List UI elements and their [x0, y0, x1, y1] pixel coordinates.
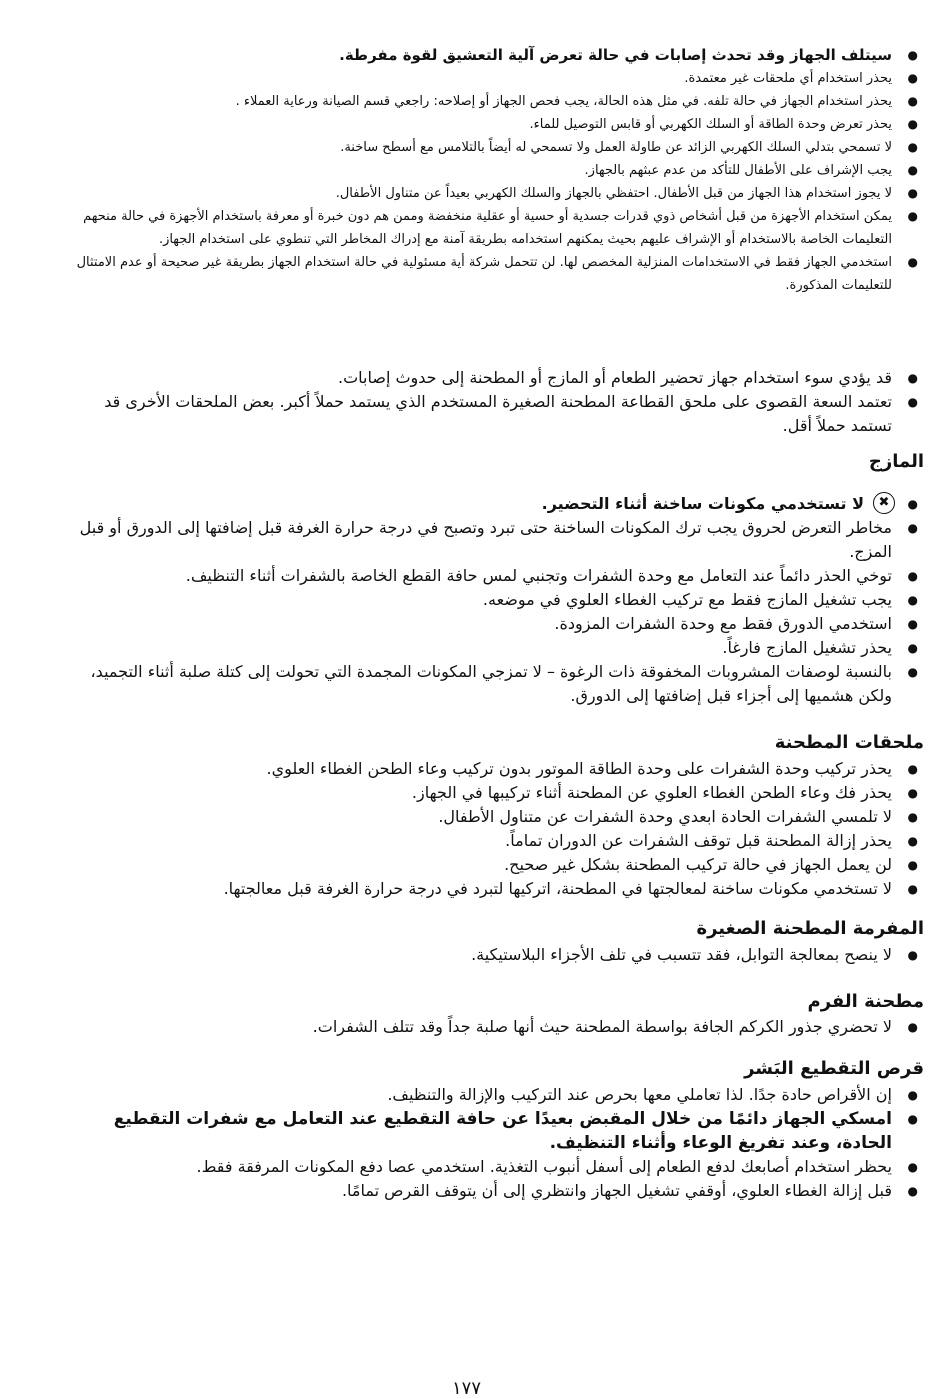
list-item: ● يحذر استخدام الجهاز في حالة تلفه. في مثل هذه الحالة، يجب فحص الجهاز أو إصلاحه: راجعي قسم الصيانة ورعاية العملاء .: [66, 90, 926, 113]
page-number: ١٧٧: [452, 1378, 482, 1399]
list-item: ● إن الأقراص حادة جدًا. لذا تعاملي معها بحرص عند التركيب والإزالة والتنظيف.: [66, 1083, 926, 1107]
list-item: ● استخدمي الدورق فقط مع وحدة الشفرات المزودة.: [66, 612, 926, 636]
list-item: ● يجب الإشراف على الأطفال للتأكد من عدم عبثهم بالجهاز.: [66, 159, 926, 182]
general-warnings-list: [66, 44, 926, 297]
oven-mill-heading: مطحنة الفرم: [807, 991, 924, 1012]
list-item: ● يحذر تشغيل المازج فارغاً.: [66, 636, 926, 660]
list-item: ● لا تستخدمي مكونات ساخنة أثناء التحضير.: [66, 492, 926, 516]
mill-list: [66, 757, 926, 901]
blender-list: [66, 492, 926, 708]
list-item: ● توخي الحذر دائماً عند التعامل مع وحدة الشفرات وتجنبي لمس حافة القطع الخاصة بالشفرات أثناء التنظيف.: [66, 564, 926, 588]
list-item: ● يحذر تركيب وحدة الشفرات على وحدة الطاقة الموتور بدون تركيب وعاء الطحن الغطاء العلوي.: [66, 757, 926, 781]
list-item: ● بالنسبة لوصفات المشروبات المخفوقة ذات الرغوة – لا تمزجي المكونات المجمدة التي تحولت إلى كتلة صلبة أثناء التجميد، ولكن هشميها إلى أجزاء قبل إضافتها إلى الدورق.: [66, 660, 926, 708]
list-item: ● لا ينصح بمعالجة التوابل، فقد تتسبب في تلف الأجزاء البلاستيكية.: [66, 943, 926, 967]
list-item: ● قد يؤدي سوء استخدام جهاز تحضير الطعام أو المازج أو المطحنة إلى حدوث إصابات.: [66, 366, 926, 390]
list-item: ● لا تستخدمي مكونات ساخنة لمعالجتها في المطحنة، اتركيها لتبرد في درجة حرارة الغرفة قبل معالجتها.: [66, 877, 926, 901]
list-item: ● لا تلمسي الشفرات الحادة ابعدي وحدة الشفرات عن متناول الأطفال.: [66, 805, 926, 829]
list-item: ● قبل إزالة الغطاء العلوي، أوقفي تشغيل الجهاز وانتظري إلى أن يتوقف القرص تمامًا.: [66, 1179, 926, 1203]
list-item: ● يحذر تعرض وحدة الطاقة أو السلك الكهربي أو قابس التوصيل للماء.: [66, 113, 926, 136]
no-hot-ingredients-icon: ✖: [873, 492, 895, 514]
list-item: ● مخاطر التعرض لحروق يجب ترك المكونات الساخنة حتى تبرد وتصبح في درجة حرارة الغرفة قبل إضافتها إلى الدورق أو قبل المزج.: [66, 516, 926, 564]
list-item: ● لن يعمل الجهاز في حالة تركيب المطحنة بشكل غير صحيح.: [66, 853, 926, 877]
list-item: ● يحذر استخدام أي ملحقات غير معتمدة.: [66, 67, 926, 90]
general-warnings-large-list: [66, 366, 926, 438]
list-item: ● سيتلف الجهاز وقد تحدث إصابات في حالة تعرض آلية التعشيق لقوة مفرطة.: [66, 44, 926, 67]
list-item: ● تعتمد السعة القصوى على ملحق القطاعة المطحنة الصغيرة المستخدم الذي يستمد حملاً أكبر. بعض الملحقات الأخرى قد تستمد حملاً أقل.: [66, 390, 926, 438]
list-item: ● يحذر إزالة المطحنة قبل توقف الشفرات عن الدوران تماماً.: [66, 829, 926, 853]
oven-mill-list: [66, 1015, 926, 1039]
mini-chopper-list: [66, 943, 926, 967]
slicing-disc-heading: قرص التقطيع البَشر: [744, 1058, 924, 1079]
list-item: ● لا تحضري جذور الكركم الجافة بواسطة المطحنة حيث أنها صلبة جداً وقد تتلف الشفرات.: [66, 1015, 926, 1039]
list-item: ● يجب تشغيل المازج فقط مع تركيب الغطاء العلوي في موضعه.: [66, 588, 926, 612]
mini-chopper-heading: المفرمة المطحنة الصغيرة: [696, 918, 924, 939]
list-item: ● يمكن استخدام الأجهزة من قبل أشخاص ذوي قدرات جسدية أو حسية أو عقلية منخفضة وممن هم دون خبرة أو معرفة باستخدام الأجهزة في حالة منحهم التعليمات الخاصة بالاستخدام أو الإشراف عليهم بحيث يمكنهم استخدامه بطريقة آمنة مع إدراك المخاطر التي تنطوي على استخدام الجهاز.: [66, 205, 926, 251]
list-item: ● امسكي الجهاز دائمًا من خلال المقبض بعيدًا عن حافة التقطيع عند التعامل مع شفرات التقطيع الحادة، وعند تفريغ الوعاء وأثناء التنظيف.: [66, 1107, 926, 1155]
list-item: ● لا تسمحي بتدلي السلك الكهربي الزائد عن طاولة العمل ولا تسمحي له أيضاً بالتلامس مع أسطح ساخنة.: [66, 136, 926, 159]
list-item: ● استخدمي الجهاز فقط في الاستخدامات المنزلية المخصص لها. لن تتحمل شركة أية مسئولية في حالة استخدام الجهاز بطريقة غير صحيحة أو عدم الامتثال للتعليمات المذكورة.: [66, 251, 926, 297]
slicing-disc-list: [66, 1083, 926, 1203]
list-item: ● يحذر فك وعاء الطحن الغطاء العلوي عن المطحنة أثناء تركيبها في الجهاز.: [66, 781, 926, 805]
mill-heading: ملحقات المطحنة: [774, 732, 924, 753]
list-item: ● لا يجوز استخدام هذا الجهاز من قبل الأطفال. احتفظي بالجهاز والسلك الكهربي بعيداً عن متناول الأطفال.: [66, 182, 926, 205]
blender-heading: المازج: [868, 451, 924, 472]
list-item: ● يحظر استخدام أصابعك لدفع الطعام إلى أسفل أنبوب التغذية. استخدمي عصا دفع المكونات المرفقة فقط.: [66, 1155, 926, 1179]
